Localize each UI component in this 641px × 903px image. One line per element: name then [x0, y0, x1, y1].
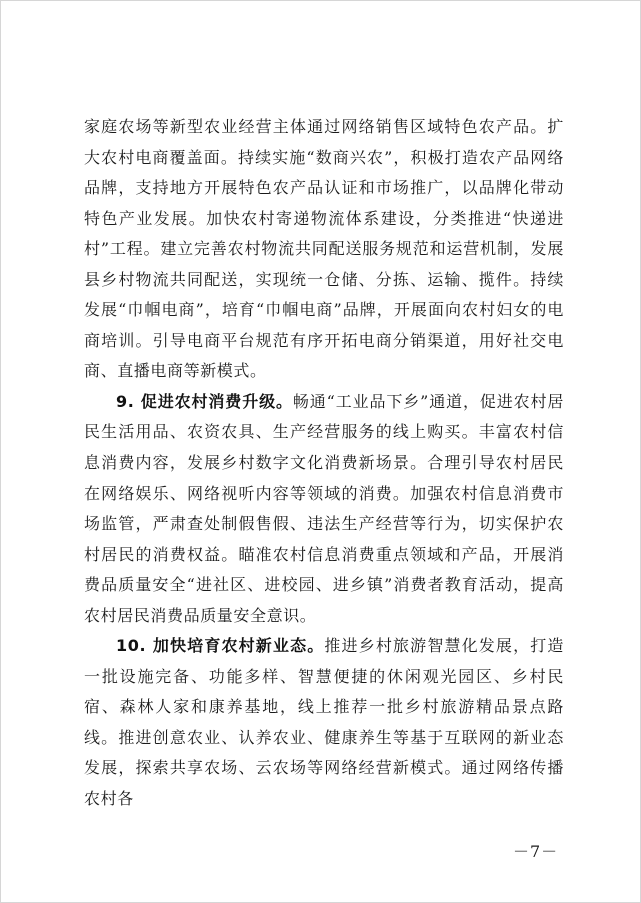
item-heading: 10. 加快培育农村新业态。 — [116, 636, 325, 656]
item-heading: 9. 促进农村消费升级。 — [116, 391, 293, 411]
paragraph-continuation — [84, 112, 564, 387]
body-text — [84, 112, 564, 815]
paragraph-item-9 — [84, 387, 564, 631]
paragraph-item-10 — [84, 631, 564, 814]
paragraph-text: 畅通“工业品下乡”通道，促进农村居民生活用品、农资农具、生产经营服务的线上购买。丰富农村信息消费内容，发展乡村数字文化消费新场景。合理引导农村居民在网络娱乐、网络视听内容等领域的消费。加强农村信息消费市场监管，严肃查处制假售假、违法生产经营等行为，切实保护农村居民的消费权益。瞄准农村信息消费重点领域和产品，开展消费品质量安全“进社区、进校园、进乡镇”消费者教育活动，提高农村居民消费品质量安全意识。 — [84, 391, 565, 625]
paragraph-text: 家庭农场等新型农业经营主体通过网络销售区域特色农产品。扩大农村电商覆盖面。持续实施“数商兴农”，积极打造农产品网络品牌，支持地方开展特色农产品认证和市场推广，以品牌化带动特色产业发展。加快农村寄递物流体系建设，分类推进“快递进村”工程。建立完善农村物流共同配送服务规范和运营机制，发展县乡村物流共同配送，实现统一仓储、分拣、运输、揽件。持续发展“巾帼电商”，培育“巾帼电商”品牌，开展面向农村妇女的电商培训。引导电商平台规范有序开拓电商分销渠道，用好社交电商、直播电商等新模式。 — [84, 117, 564, 381]
page-number: －7－ — [513, 842, 559, 861]
paragraph-text: 推进乡村旅游智慧化发展，打造一批设施完备、功能多样、智慧便捷的休闲观光园区、乡村民宿、森林人家和康养基地，线上推荐一批乡村旅游精品景点路线。推进创意农业、认养农业、健康养生等基于互联网的新业态发展，探索共享农场、云农场等网络经营新模式。通过网络传播农村各 — [84, 636, 564, 809]
